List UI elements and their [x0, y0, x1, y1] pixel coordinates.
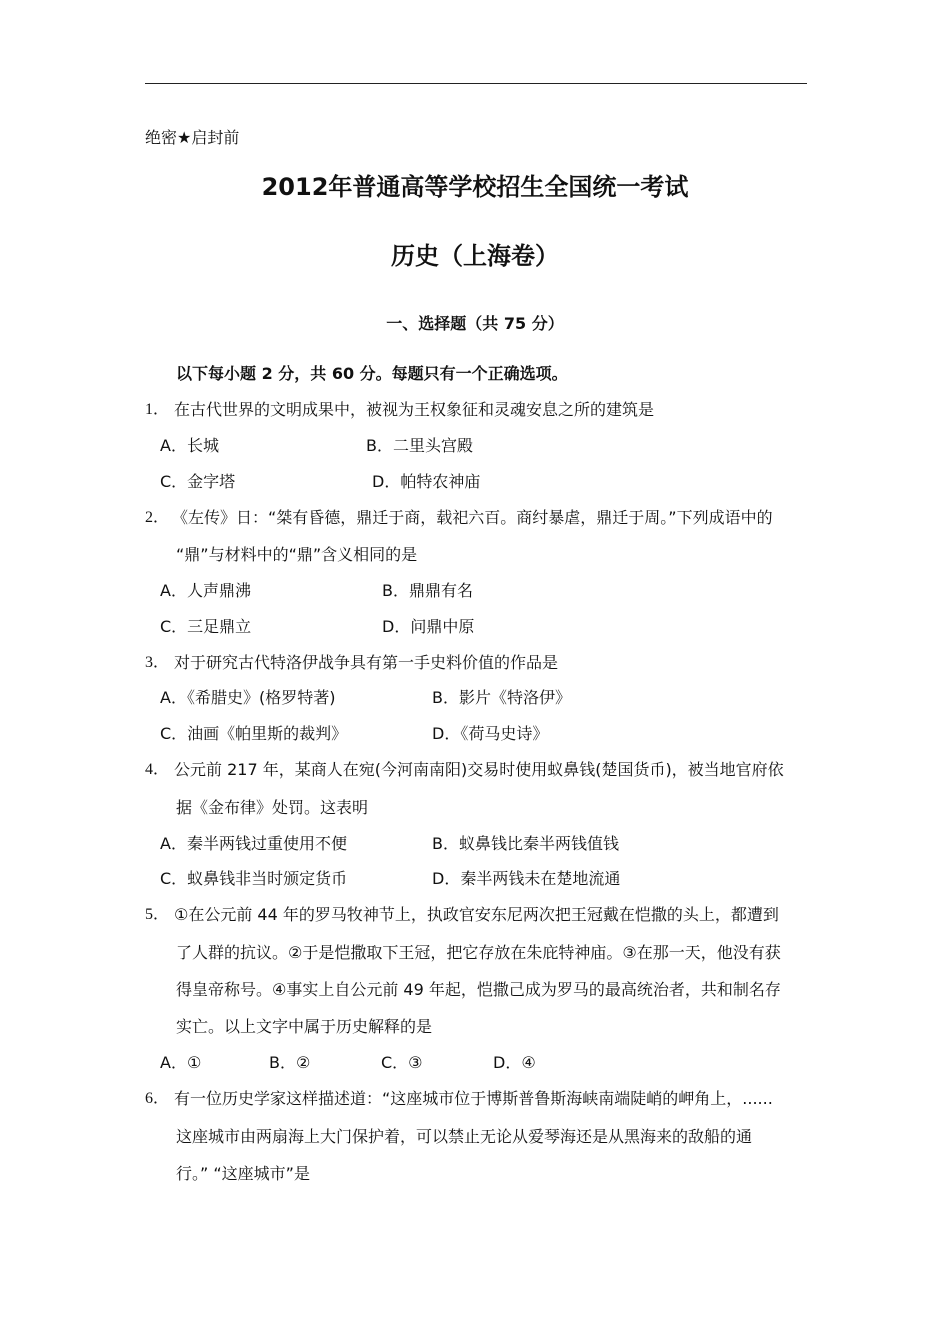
question-number: 1． — [145, 401, 170, 418]
option-a: A．长城 — [160, 436, 219, 455]
option-d: D．④ — [493, 1053, 536, 1072]
option-d: D．秦半两钱未在楚地流通 — [432, 869, 621, 888]
option-a: A．《希腊史》(格罗特著) — [160, 688, 336, 707]
question-text-line: 得皇帝称号。④事实上自公元前 49 年起，恺撒己成为罗马的最高统治者，共和制名存 — [176, 980, 781, 999]
question-number: 3． — [145, 654, 170, 671]
exam-subtitle: 历史（上海卷） — [391, 242, 559, 270]
option-a: A．秦半两钱过重使用不便 — [160, 834, 347, 853]
section-instruction: 以下每小题 2 分，共 60 分。每题只有一个正确选项。 — [176, 364, 568, 383]
question-text-line: 《左传》日：“桀有昏德，鼎迁于商，载祀六百。商纣暴虐，鼎迁于周。”下列成语中的 — [172, 508, 773, 527]
option-a: A．① — [160, 1053, 202, 1072]
question-number: 6． — [145, 1090, 170, 1107]
question-text-line: 有一位历史学家这样描述道：“这座城市位于博斯普鲁斯海峡南端陡峭的岬角上，...... — [174, 1089, 773, 1108]
option-b: B．影片《特洛伊》 — [432, 688, 571, 707]
option-c: C．三足鼎立 — [160, 617, 252, 636]
option-d: D．问鼎中原 — [382, 617, 475, 636]
option-b: B．② — [269, 1053, 311, 1072]
question-text-line: 公元前 217 年，某商人在宛(今河南南阳)交易时使用蚁鼻钱(楚国货币)，被当地官府依 — [174, 760, 784, 779]
question-text-line: “鼎”与材料中的“鼎”含义相同的是 — [176, 545, 418, 564]
top-rule — [145, 83, 807, 84]
question-text: 在古代世界的文明成果中，被视为王权象征和灵魂安息之所的建筑是 — [174, 400, 655, 419]
option-c: C．金字塔 — [160, 472, 236, 491]
question-text-line: 行。” “这座城市”是 — [176, 1164, 310, 1183]
question-text-line: 了人群的抗议。②于是恺撒取下王冠，把它存放在朱庇特神庙。③在那一天，他没有获 — [176, 943, 781, 962]
question-text-line: 这座城市由两扇海上大门保护着，可以禁止无论从爱琴海还是从黑海来的敌船的通 — [176, 1127, 753, 1146]
option-b: B．二里头宫殿 — [366, 436, 473, 455]
question-number: 2． — [145, 509, 170, 526]
question-number: 4． — [145, 761, 170, 778]
option-d: D．《荷马史诗》 — [432, 724, 549, 743]
question-text-line: 实亡。以上文字中属于历史解释的是 — [176, 1017, 433, 1036]
question-number: 5． — [145, 906, 170, 923]
option-a: A．人声鼎沸 — [160, 581, 251, 600]
option-d: D．帕特农神庙 — [372, 472, 481, 491]
confidential-label: 绝密★启封前 — [145, 128, 240, 147]
question-text-line: 据《金布律》处罚。这表明 — [176, 798, 369, 817]
option-c: C．蚁鼻钱非当时颁定货币 — [160, 869, 348, 888]
section-heading: 一、选择题（共 75 分） — [386, 314, 564, 333]
question-text: 对于研究古代特洛伊战争具有第一手史料价值的作品是 — [174, 653, 559, 672]
option-c: C．③ — [381, 1053, 423, 1072]
option-c: C．油画《帕里斯的裁判》 — [160, 724, 348, 743]
exam-title: 2012年普通高等学校招生全国统一考试 — [261, 173, 689, 201]
option-b: B．蚁鼻钱比秦半两钱值钱 — [432, 834, 619, 853]
question-text-line: ①在公元前 44 年的罗马牧神节上，执政官安东尼两次把王冠戴在恺撒的头上，都遭到 — [174, 905, 779, 924]
option-b: B．鼎鼎有名 — [382, 581, 473, 600]
